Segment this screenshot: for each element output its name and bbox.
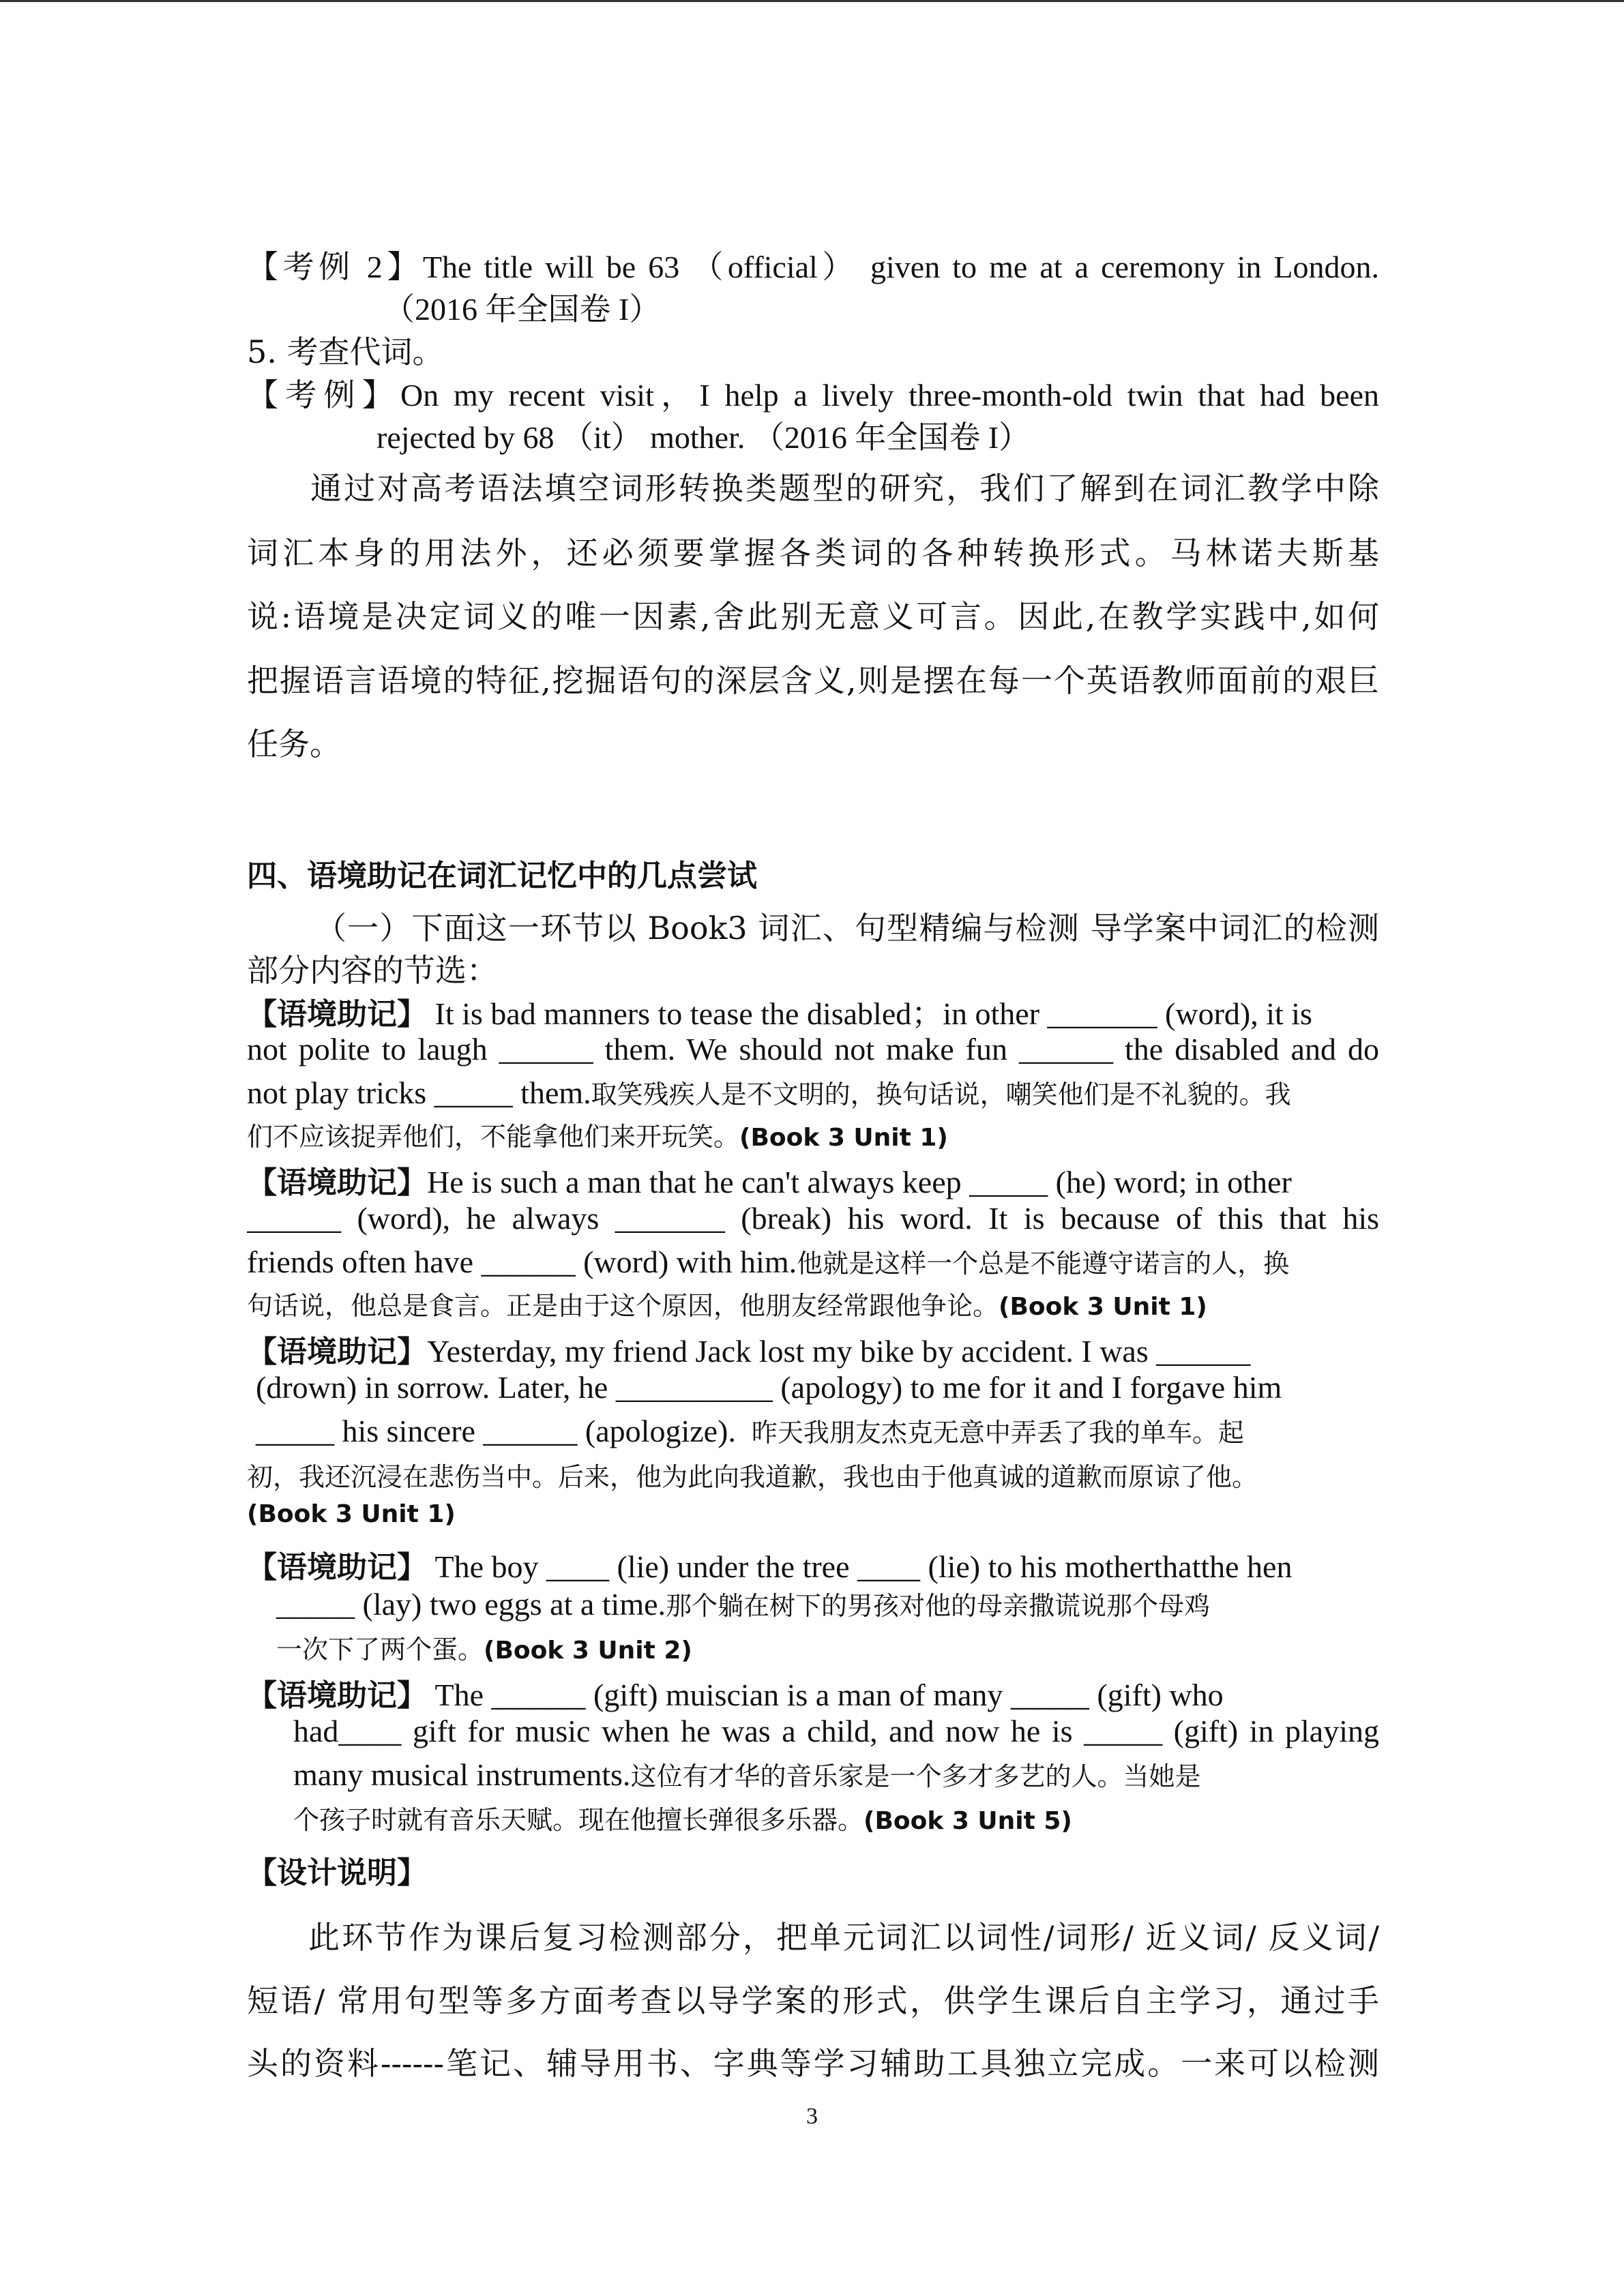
para1-line1: 通过对高考语法填空词形转换类题型的研究，我们了解到在词汇教学中除 xyxy=(310,470,1379,507)
section4-heading: 四、语境助记在词汇记忆中的几点尝试 xyxy=(247,859,757,893)
item4-label: 【语境助记】 xyxy=(247,1550,427,1585)
item3-line4: 初，我还沉浸在悲伤当中。后来，他为此向我道歉，我也由于他真诚的道歉而原谅了他。 xyxy=(247,1462,1258,1492)
example2-line2: （2016 年全国卷 I） xyxy=(383,292,661,327)
item4-line2: _____ (lay) two eggs at a time.那个躺在树下的男孩对他的母亲撒谎说那个母鸡 xyxy=(276,1587,1211,1622)
design-note-label: 【设计说明】 xyxy=(247,1855,427,1890)
example-pronoun-line2: rejected by 68 （it） mother. （2016 年全国卷 I） xyxy=(377,420,1031,455)
item1-line3: not play tricks _____ them.取笑残疾人是不文明的，换句话说，嘲笑他们是不礼貌的。我 xyxy=(247,1075,1291,1110)
para2-line1: 此环节作为课后复习检测部分，把单元词汇以词性/词形/ 近义词/ 反义词/ xyxy=(308,1919,1379,1956)
item5-label: 【语境助记】 xyxy=(247,1678,427,1713)
item1-label: 【语境助记】 xyxy=(247,997,427,1032)
item5-line1: 【语境助记】 The ______ (gift) muiscian is a man of many _____ (gift) who xyxy=(247,1678,1224,1713)
item2-line4: 句话说，他总是食言。正是由于这个原因，他朋友经常跟他争论。(Book 3 Unit 1) xyxy=(247,1291,1207,1321)
book-ref: (Book 3 Unit 1) xyxy=(247,1500,456,1528)
para1-line4: 把握语言语境的特征,挖掘语句的深层含义,则是摆在每一个英语教师面前的艰巨 xyxy=(247,662,1379,699)
example2-line1: 【考例 2】The title will be 63 （official） given to me at a ceremony in London. xyxy=(247,250,1379,284)
item2-label: 【语境助记】 xyxy=(247,1165,427,1200)
item5-line2: had____ gift for music when he was a child, and now he is _____ (gift) in playing xyxy=(293,1714,1379,1748)
item3-line1: 【语境助记】Yesterday, my friend Jack lost my bike by accident. I was ______ xyxy=(247,1334,1251,1369)
point5-heading: 5. 考查代词。 xyxy=(247,333,444,370)
top-border xyxy=(0,0,1624,2)
item1-line1: 【语境助记】 It is bad manners to tease the disabled；in other _______ (word), it is xyxy=(247,996,1312,1032)
book-ref: (Book 3 Unit 1) xyxy=(999,1293,1207,1321)
para1-line5: 任务。 xyxy=(247,726,341,762)
item2-line2: ______ (word), he always _______ (break) his word. It is because of this that his xyxy=(247,1201,1379,1236)
example-pronoun-line1: 【考例】On my recent visit，I help a lively three-month-old twin that had been xyxy=(247,378,1379,413)
para2-line2: 短语/ 常用句型等多方面考查以导学案的形式，供学生课后自主学习，通过手 xyxy=(247,1982,1379,2019)
item3-label: 【语境助记】 xyxy=(247,1335,427,1369)
para1-line2: 词汇本身的用法外，还必须要掌握各类词的各种转换形式。马林诺夫斯基 xyxy=(247,535,1379,571)
page-number: 3 xyxy=(806,2104,818,2129)
item2-line1: 【语境助记】He is such a man that he can't always keep _____ (he) word; in other xyxy=(247,1165,1292,1200)
item2-line3: friends often have ______ (word) with him.他就是这样一个总是不能遵守诺言的人，换 xyxy=(247,1244,1290,1279)
item5-line3: many musical instruments.这位有才华的音乐家是一个多才多艺的人。当她是 xyxy=(293,1757,1201,1792)
item1-line2: not polite to laugh ______ them. We should not make fun ______ the disabled and do xyxy=(247,1032,1379,1067)
para2-line3: 头的资料------笔记、辅导用书、字典等学习辅助工具独立完成。一来可以检测 xyxy=(247,2045,1379,2082)
book-ref: (Book 3 Unit 2) xyxy=(484,1637,692,1665)
para1-line3: 说:语境是决定词义的唯一因素,舍此别无意义可言。因此,在教学实践中,如何 xyxy=(247,598,1379,635)
item4-line1: 【语境助记】 The boy ____ (lie) under the tree ____ (lie) to his motherthatthe hen xyxy=(247,1549,1293,1585)
book-ref: (Book 3 Unit 5) xyxy=(863,1807,1072,1835)
item4-line3: 一次下了两个蛋。(Book 3 Unit 2) xyxy=(276,1635,692,1665)
item3-line3: _____ his sincere ______ (apologize). 昨天我朋友杰克无意中弄丢了我的单车。起 xyxy=(256,1414,1244,1448)
intro-line2: 部分内容的节选： xyxy=(247,952,498,989)
item3-line2: (drown) in sorrow. Later, he __________ (apology) to me for it and I forgave him xyxy=(256,1370,1282,1405)
item1-line4: 们不应该捉弄他们，不能拿他们来开玩笑。(Book 3 Unit 1) xyxy=(247,1122,948,1152)
intro-line1: （一）下面这一环节以 Book3 词汇、句型精编与检测 导学案中词汇的检测 xyxy=(315,910,1379,946)
book-ref: (Book 3 Unit 1) xyxy=(739,1124,948,1152)
item5-line4: 个孩子时就有音乐天赋。现在他擅长弹很多乐器。(Book 3 Unit 5) xyxy=(293,1805,1072,1835)
